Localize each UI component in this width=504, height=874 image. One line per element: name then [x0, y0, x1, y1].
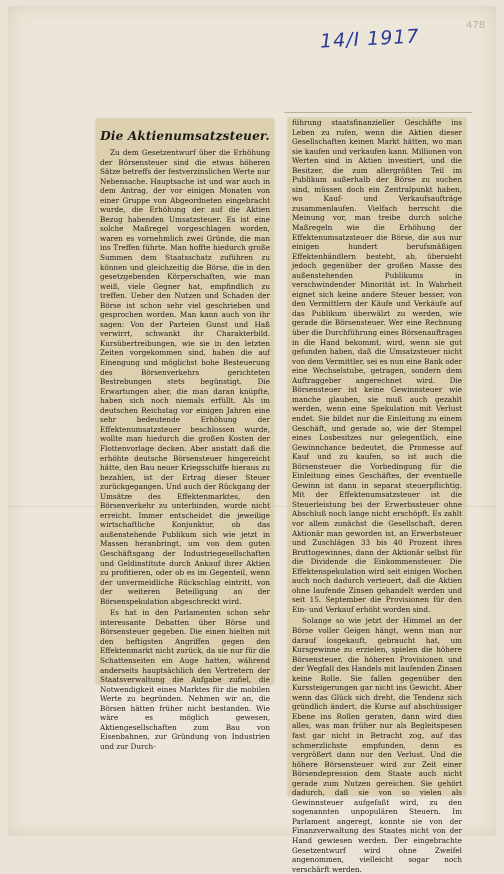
clipping-right-column	[288, 118, 466, 874]
clipping-left-column	[96, 119, 274, 751]
left-paragraph-1: Zu dem Gesetzentwurf über die Erhöhung der Börsensteuer sind die etwas höheren Sätze betreffs der festverzinslichen Werte nur Nebensache. Hauptsache ist und war auch in dem Antrag, der vor einigen Monaten von einer Gruppe von Abgeordneten eingebracht wurde, die Erhöhung der auf die Aktien Bezug habenden Umsatzsteuer. Es ist eine solche Maßregel vorgeschlagen worden, waren es vornehmlich zwei Gründe, die man ins Treffen führte. Man hoffte hiedurch große Summen dem Staatsschatz zuführen zu können und gleichzeitig die Börse, die in den gesetzgebenden Körperschaften, wie man weiß, viele Gegner hat, empfindlich zu treffen. Ueber den Nutzen und Schaden der Börse ist schon sehr viel geschrieben und gesprochen worden. Man kann auch von ihr sagen: Von der Parteien Gunst und Haß verwirrt, schwankt ihr Charakterbild. Kursübertreibungen, wie sie in den letzten Zeiten vorgekommen sind, haben die auf Einengung und möglichst hohe Besteuerung des Börsenverkehrs gerichteten Bestrebungen stets begünstigt. Die Erwartungen aber, die man daran knüpfte, haben sich noch niemals erfüllt. Als im deutschen Reichstag vor einigen Jahren eine sehr bedeutende Erhöhung der Effektenumsatzsteuer beschlossen wurde, wollte man hiedurch die großen Kosten der Flottenvorlage decken. Aber anstatt daß die erhöhte deutsche Börsensteuer hingereicht hätte, den Bau neuer Kriegsschiffe hieraus zu bezahlen, ist der Ertrag dieser Steuer zurückgegangen. Und auch der Rückgang der Umsätze des Effektenmarktes, den Börsenverkehr zu unterbinden, wurde nicht erreicht. Immer entscheidet die jeweilige wirtschaftliche Konjunktur, ob das außenstehende Publikum sich wie jetzt in Massen heranbringt, um von dem guten Geschäftsgang der Industriegesellschaften und Geldinstitute durch Ankauf ihrer Aktien zu profitieren, oder ob es im Gegenteil, wenn der unvermeidliche Rückschlag eintritt, von der weiteren Beteiligung an der Börsenspekulation abgeschreckt wird.	[100, 148, 270, 606]
article-title: Die Aktienumsatzsteuer.	[100, 129, 270, 143]
right-paragraph-2: Solange so wie jetzt der Himmel an der Börse voller Geigen hängt, wenn man nur darauf losgekauft, gebraucht hat, um Kursgewinne zu erzielen, spielen die höhere Börsensteuer, die höheren Provisionen und der Wegfall des Handels mit laufenden Zinsen keine Rolle. Sie fallen gegenüber den Kurssteigerungen gar nicht ins Gewicht. Aber wenn das Glück sich dreht, die Tendenz sich gründlich ändert, die Kurse auf abschüssiger Ebene ins Rollen geraten, dann wird dies alles, was man früher nur als Begleitspesen fast gar nicht in Betracht zog, auf das schmerzlichste empfunden, denn es vergrößert dann nur den Verlust. Und die höhere Börsensteuer wird zur Zeit einer Börsendepression dem Staate auch nicht gerade zum Nutzen gereichen. Sie gehört dadurch, daß sie von so vielen als Gewinnsteuer aufgefaßt wird, zu den sogenannten unpopulären Steuern. Im Parlament angeregt, konnte sie von der Finanzverwaltung des Staates nicht von der Hand gewiesen werden. Der eingebrachte Gesetzentwurf wird ohne Zweifel angenommen, vielleicht sogar noch verschärft werden.	[292, 616, 462, 874]
left-paragraph-2: Es hat in den Parlamenten schon sehr interessante Debatten über Börse und Börsensteuer gegeben. Die einen hielten mit den heftigsten Angriffen gegen den Effektenmarkt nicht zurück, da sie nur für die Schattenseiten ein Auge hatten, während anderseits hauptsächlich den Vertretern der Staatsverwaltung die Aufgabe zufiel, die Notwendigkeit eines Marktes für die mobilen Werte zu begründen. Nehmen wir an, die Börsen hätten früher nicht bestanden. Wie wäre es möglich gewesen, Aktiengesellschaften zum Bau von Eisenbahnen, zur Gründung von Industrien und zur Durch-	[100, 608, 270, 751]
handwritten-date: 14/I 1917	[319, 25, 421, 53]
folio-number: 478	[466, 20, 486, 31]
right-paragraph-1: führung staatsfinanzieller Geschäfte ins Leben zu rufen, wenn die Aktien dieser Gesellschaften keinen Markt hätten, wo man sie kaufen und verkaufen kann. Millionen von Werten sind in Aktien investiert, und die Besitzer, die zum allergrößten Teil im Publikum außerhalb der Börse zu suchen sind, müssen doch ein Zentralpunkt haben, wo Kauf- und Verkaufsaufträge zusammenlaufen. Vielfach herrscht die Meinung vor, man treibe durch solche Maßregeln wie die Erhöhung der Effektenumsatzsteuer die Börse, die aus nur einigen hundert berufsmäßigen Effektenhändlern besteht, ab, übersieht jedoch gegenüber der großen Masse des außenstehenden Publikums in verschwindender Minorität ist. In Wahrheit eignet sich keine andere Steuer besser, von den Vermittlern der Käufe und Verkäufe auf das Publikum überwälzt zu werden, wie gerade die Börsensteuer. Wer eine Rechnung über die Durchführung eines Börsenauftrages in die Hand bekommt, wird, wenn sie gut gefunden haben, daß die Umsatzsteuer nicht von dem Vermittler, sei es nun eine Bank oder eine Wechselstube, getragen, sondern dem Auftraggeber angerechnet wird. Die Börsensteuer ist keine Gewinnsteuer wie manche glauben, sie muß auch gezahlt werden, wenn eine Spekulation mit Verlust endet. Sie bildet nur die Einleitung zu einem Geschäft, und gerade so, wie der Stempel eines Losbesitzes nur gelegentlich, eine Gewinnchance bedeutet, die Promesse auf Kauf und zu kaufen, so ist auch die Börsensteuer die Vorbedingung für die Einleitung eines Geschäftes, der eventuelle Gewinn ist dann in separat steuerpflichtig. Mit der Effektenumsatzsteuer ist die Steuerleistung bei der Erwerbssteuer ohne Abschluß noch lange nicht erschöpft. Es zahlt vor allem zunächst die Gesellschaft, deren Aktionär man geworden ist, an Erwerbsteuer und Zuschlägen 33 bis 40 Prozent ihres Bruttogewinnes, dann der Aktionär selbst für die Dividende die Einkommensteuer. Die Effektenspekulation wird seit einigen Wochen auch noch dadurch verteuert, daß die Aktien ohne laufende Zinsen gehandelt werden und seit 15. September die Provisionen für den Ein- und Verkauf erhöht worden sind.	[292, 118, 462, 614]
